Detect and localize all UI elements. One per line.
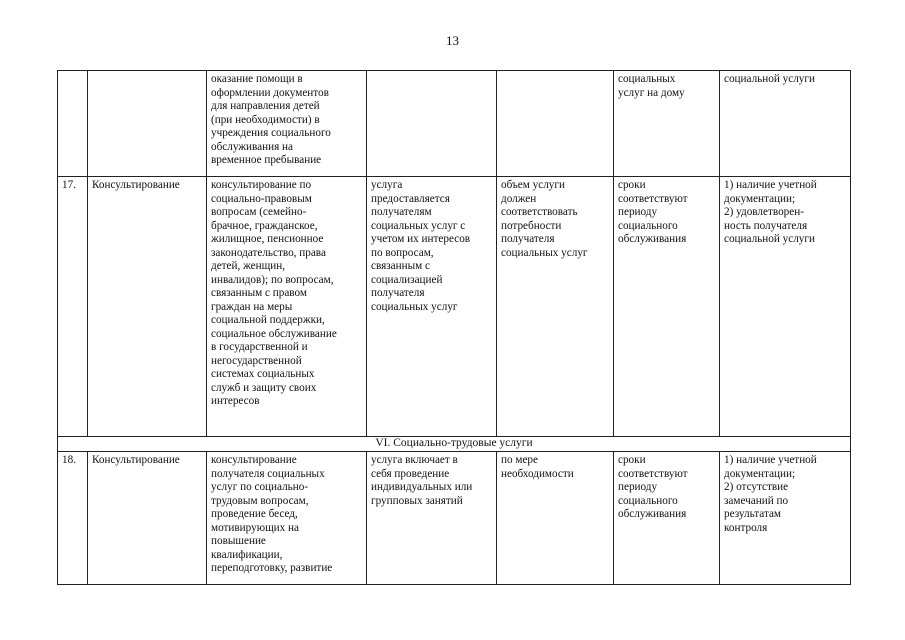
cell-line: должен: [501, 192, 537, 205]
cell-line: инвалидов); по вопросам,: [211, 273, 334, 286]
cell-line: мотивирующих на: [211, 521, 300, 534]
cell-content: [207, 452, 367, 585]
cell-line: услуга: [371, 179, 403, 191]
services-table: [57, 70, 851, 585]
cell-line: консультирование по: [211, 179, 312, 191]
cell-name: Консультирование: [88, 452, 207, 585]
cell-line: в государственной и: [211, 341, 308, 353]
cell-line: детей, женщин,: [211, 260, 286, 272]
cell-content: [207, 71, 367, 177]
table-row: [58, 452, 851, 585]
table-row: [58, 177, 851, 437]
cell-line: интересов: [211, 395, 260, 407]
cell-line: оформлении документов: [211, 86, 329, 99]
cell-line: получателя: [501, 233, 555, 245]
cell-line: получателям: [371, 206, 432, 218]
cell-line: обслуживания: [618, 233, 687, 245]
cell-terms: [614, 71, 720, 177]
cell-line: социальных услуг: [501, 246, 588, 259]
cell-line: служб и защиту своих: [211, 381, 317, 394]
cell-line: соответствовать: [501, 206, 578, 218]
cell-line: учреждения социального: [211, 127, 331, 139]
cell-line: системах социальных: [211, 368, 315, 380]
cell-line: социальной поддержки,: [211, 314, 325, 326]
cell-line: 1) наличие учетной: [724, 454, 817, 466]
cell-volume: [497, 71, 614, 177]
cell-line: повышение: [211, 535, 266, 547]
cell-line: документации;: [724, 192, 796, 205]
section-row: [58, 437, 851, 452]
cell-line: потребности: [501, 219, 562, 232]
cell-line: трудовым вопросам,: [211, 494, 309, 507]
cell-line: социально-правовым: [211, 192, 312, 205]
cell-line: соответствуют: [618, 192, 688, 205]
cell-line: социализацией: [371, 273, 443, 286]
cell-line: связанным с правом: [211, 287, 307, 299]
cell-line: 2) удовлетворен-: [724, 206, 804, 218]
cell-line: соответствуют: [618, 467, 688, 480]
cell-line: социальных: [618, 73, 676, 85]
cell-line: обслуживания на: [211, 140, 293, 153]
cell-line: социального: [618, 494, 678, 507]
cell-line: периоду: [618, 481, 658, 493]
cell-line: услуга включает в: [371, 454, 458, 466]
cell-line: связанным с: [371, 260, 430, 272]
cell-line: услуг на дому: [618, 86, 685, 99]
page-number: 13: [446, 33, 459, 48]
cell-line: предоставляется: [371, 192, 450, 205]
cell-line: 2) отсутствие: [724, 481, 789, 493]
cell-terms: [614, 177, 720, 437]
cell-conditions: [367, 71, 497, 177]
cell-line: себя проведение: [371, 467, 450, 480]
cell-line: ность получателя: [724, 219, 808, 232]
cell-line: 1) наличие учетной: [724, 179, 817, 191]
cell-line: получателя: [371, 287, 425, 299]
cell-line: обслуживания: [618, 508, 687, 520]
cell-line: проведение бесед,: [211, 508, 298, 520]
cell-num: 18.: [58, 452, 88, 585]
cell-line: объем услуги: [501, 179, 565, 191]
cell-line: необходимости: [501, 467, 574, 480]
cell-conditions: [367, 177, 497, 437]
cell-line: индивидуальных или: [371, 481, 473, 493]
cell-line: документации;: [724, 467, 796, 480]
cell-line: получателя социальных: [211, 467, 325, 480]
cell-line: результатам: [724, 508, 782, 520]
cell-line: социальных услуг: [371, 300, 458, 313]
cell-line: негосударственной: [211, 354, 302, 367]
cell-line: групповых занятий: [371, 494, 463, 507]
cell-line: консультирование: [211, 454, 297, 466]
cell-line: сроки: [618, 179, 646, 191]
cell-content: [207, 177, 367, 437]
cell-indicators: [720, 71, 851, 177]
cell-line: законодательство, права: [211, 246, 326, 259]
cell-volume: [497, 177, 614, 437]
cell-indicators: [720, 177, 851, 437]
cell-line: (при необходимости) в: [211, 113, 320, 126]
cell-line: вопросам (семейно-: [211, 206, 307, 218]
cell-line: учетом их интересов: [371, 233, 471, 245]
cell-line: социальных услуг с: [371, 219, 466, 232]
cell-num: [58, 71, 88, 177]
cell-line: периоду: [618, 206, 658, 218]
cell-line: по вопросам,: [371, 246, 434, 259]
cell-line: временное пребывание: [211, 154, 322, 166]
cell-name: [88, 71, 207, 177]
cell-terms: [614, 452, 720, 585]
cell-line: граждан на меры: [211, 300, 293, 313]
cell-num: 17.: [58, 177, 88, 437]
cell-line: социальной услуги: [724, 73, 815, 85]
cell-line: по мере: [501, 454, 538, 466]
cell-line: социального: [618, 219, 678, 232]
cell-volume: [497, 452, 614, 585]
cell-line: брачное, гражданское,: [211, 219, 318, 232]
table-row: [58, 71, 851, 177]
cell-indicators: [720, 452, 851, 585]
cell-line: услуг по социально-: [211, 481, 309, 493]
cell-name: Консультирование: [88, 177, 207, 437]
cell-line: переподготовку, развитие: [211, 562, 333, 574]
cell-line: оказание помощи в: [211, 73, 303, 85]
cell-line: замечаний по: [724, 494, 789, 507]
cell-line: сроки: [618, 454, 646, 466]
cell-line: жилищное, пенсионное: [211, 233, 324, 245]
cell-line: социальной услуги: [724, 233, 815, 245]
cell-conditions: [367, 452, 497, 585]
section-heading: VI. Социально-трудовые услуги: [58, 437, 851, 452]
cell-line: контроля: [724, 521, 768, 534]
cell-line: для направления детей: [211, 100, 320, 112]
cell-line: социальное обслуживание: [211, 327, 337, 340]
cell-line: квалификации,: [211, 548, 283, 561]
